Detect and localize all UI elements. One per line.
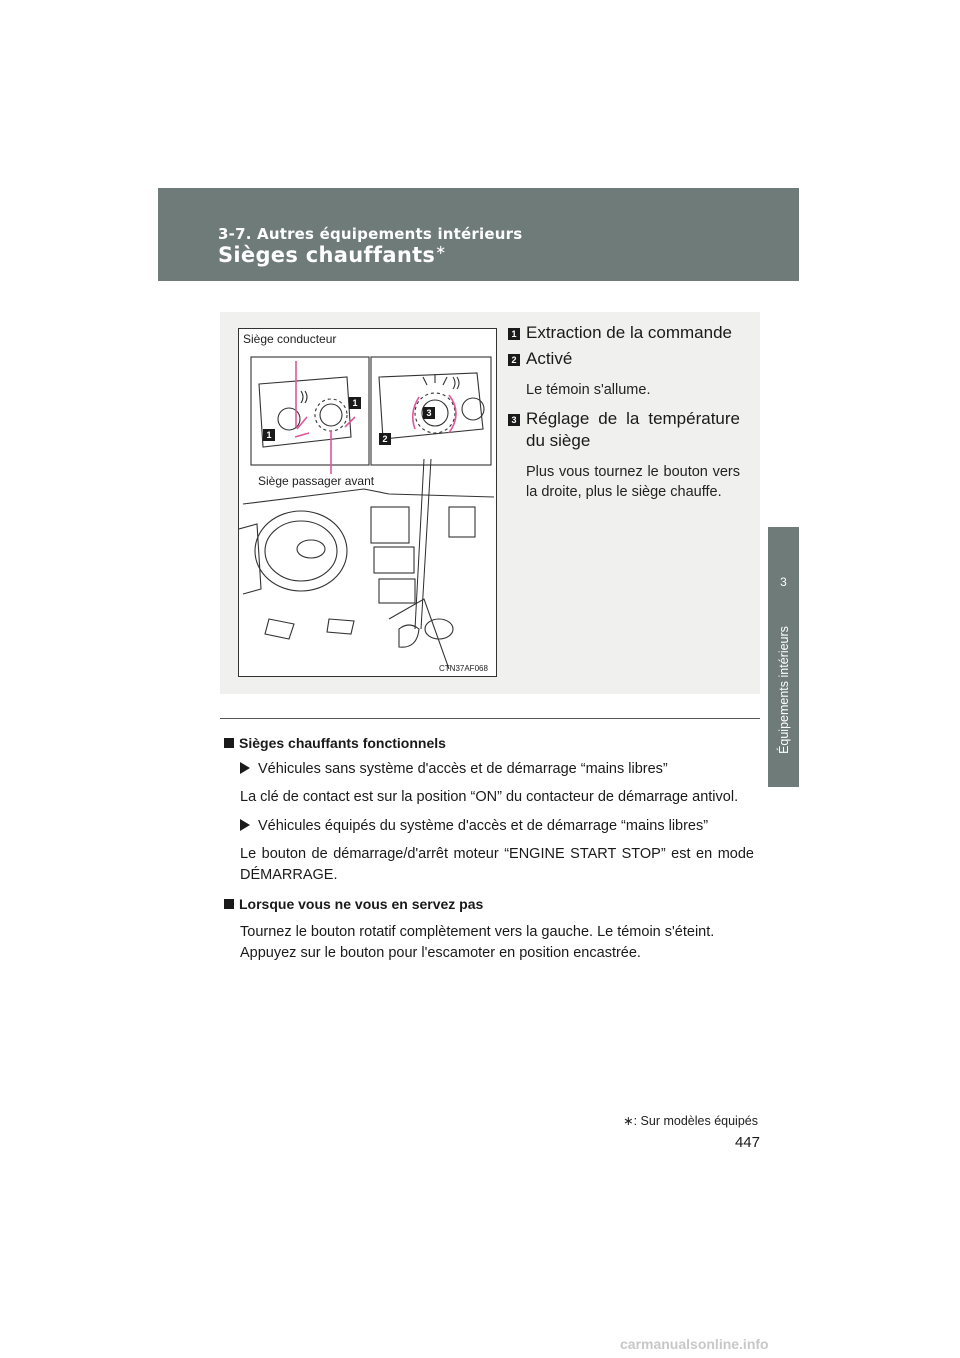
badge-1-right-text: 1 bbox=[352, 398, 358, 408]
heat-symbol-left bbox=[301, 391, 307, 403]
center-vent bbox=[371, 507, 409, 543]
badge-2-text: 2 bbox=[382, 434, 388, 444]
right-vent bbox=[449, 507, 475, 537]
pedal bbox=[265, 619, 294, 639]
callout-2-text: Activé bbox=[526, 349, 573, 368]
figure-code: CTN37AF068 bbox=[439, 664, 488, 673]
heading-operating-text: Sièges chauffants fonctionnels bbox=[239, 735, 446, 751]
footnote-text: : Sur modèles équipés bbox=[633, 1114, 758, 1128]
body-text bbox=[224, 735, 754, 974]
indicator-rays bbox=[423, 374, 447, 385]
page-title-text: Sièges chauffants bbox=[218, 243, 436, 267]
callout-2 bbox=[508, 348, 740, 370]
chapter-label bbox=[767, 590, 801, 790]
bullet-no-smart-key bbox=[240, 761, 754, 777]
para-turn-left: Tournez le bouton rotatif complètement vers la gauche. Le témoin s'éteint. bbox=[240, 924, 715, 940]
console-right bbox=[379, 373, 483, 439]
bullet-no-smart-key-text: Véhicules sans système d'accès et de démarrage “mains libres” bbox=[258, 761, 668, 777]
shifter bbox=[399, 625, 419, 647]
knob-passenger bbox=[320, 404, 342, 426]
badge-1-left-text: 1 bbox=[266, 430, 272, 440]
steering-wheel bbox=[255, 511, 347, 591]
heading-square-icon bbox=[224, 899, 234, 909]
page-number: 447 bbox=[734, 1134, 760, 1151]
heading-not-in-use-text: Lorsque vous ne vous en servez pas bbox=[239, 896, 484, 912]
audio-unit bbox=[374, 547, 414, 573]
callout-3-text: Réglage de la température du siège bbox=[526, 409, 740, 450]
footnote bbox=[623, 1113, 758, 1128]
triangle-bullet-icon bbox=[240, 762, 250, 774]
steering-hub bbox=[297, 540, 325, 558]
callout-3 bbox=[508, 408, 740, 452]
section-divider bbox=[220, 718, 760, 719]
equipped-mark: ∗ bbox=[435, 243, 447, 258]
footnote-mark: ∗ bbox=[623, 1114, 634, 1128]
heading-square-icon bbox=[224, 738, 234, 748]
label-passenger-seat: Siège passager avant bbox=[258, 474, 375, 488]
section-title: 3-7. Autres équipements intérieurs bbox=[218, 225, 523, 243]
heat-symbol-right bbox=[453, 377, 459, 389]
chapter-header bbox=[158, 188, 799, 281]
para-retract: Appuyez sur le bouton pour l'escamoter en position encastrée. bbox=[240, 945, 641, 961]
callout-2-badge: 2 bbox=[508, 354, 520, 366]
label-driver-seat: Siège conducteur bbox=[243, 332, 337, 346]
callout-list bbox=[508, 322, 740, 502]
triangle-bullet-icon bbox=[240, 819, 250, 831]
watermark: carmanualsonline.info bbox=[620, 1336, 769, 1352]
bullet-smart-key bbox=[240, 818, 754, 834]
callout-2-sub: Le témoin s'allume. bbox=[526, 382, 651, 398]
callout-3-sub: Plus vous tournez le bouton vers la droite, plus le siège chauffe. bbox=[526, 464, 740, 500]
climate-unit bbox=[379, 579, 415, 603]
para-engine-start-stop: Le bouton de démarrage/d'arrêt moteur “ENGINE START STOP” est en mode DÉMARRAGE. bbox=[240, 846, 754, 883]
inset-left-frame bbox=[251, 357, 369, 465]
bullet-smart-key-text: Véhicules équipés du système d'accès et de démarrage “mains libres” bbox=[258, 818, 709, 834]
callout-1 bbox=[508, 322, 740, 344]
heading-not-in-use bbox=[224, 896, 754, 912]
callout-1-text: Extraction de la commande bbox=[526, 323, 732, 342]
door-panel bbox=[239, 524, 261, 594]
para-ignition-on: La clé de contact est sur la position “ON” du contacteur de démarrage antivol. bbox=[240, 789, 739, 805]
center-console bbox=[389, 599, 449, 669]
heading-operating bbox=[224, 735, 754, 751]
chapter-number: 3 bbox=[780, 575, 787, 589]
page-title bbox=[218, 243, 446, 267]
chapter-label-text: Équipements intérieurs bbox=[777, 626, 791, 754]
cup-holder bbox=[425, 619, 453, 639]
callout-1-badge: 1 bbox=[508, 328, 520, 340]
callout-3-badge: 3 bbox=[508, 414, 520, 426]
badge-3-text: 3 bbox=[426, 408, 432, 418]
steering-wheel-inner bbox=[265, 521, 337, 581]
heated-seat-illustration bbox=[238, 328, 497, 677]
dash-top-line bbox=[243, 489, 494, 504]
dashboard-drawing bbox=[239, 329, 498, 678]
pedal-2 bbox=[327, 619, 354, 634]
